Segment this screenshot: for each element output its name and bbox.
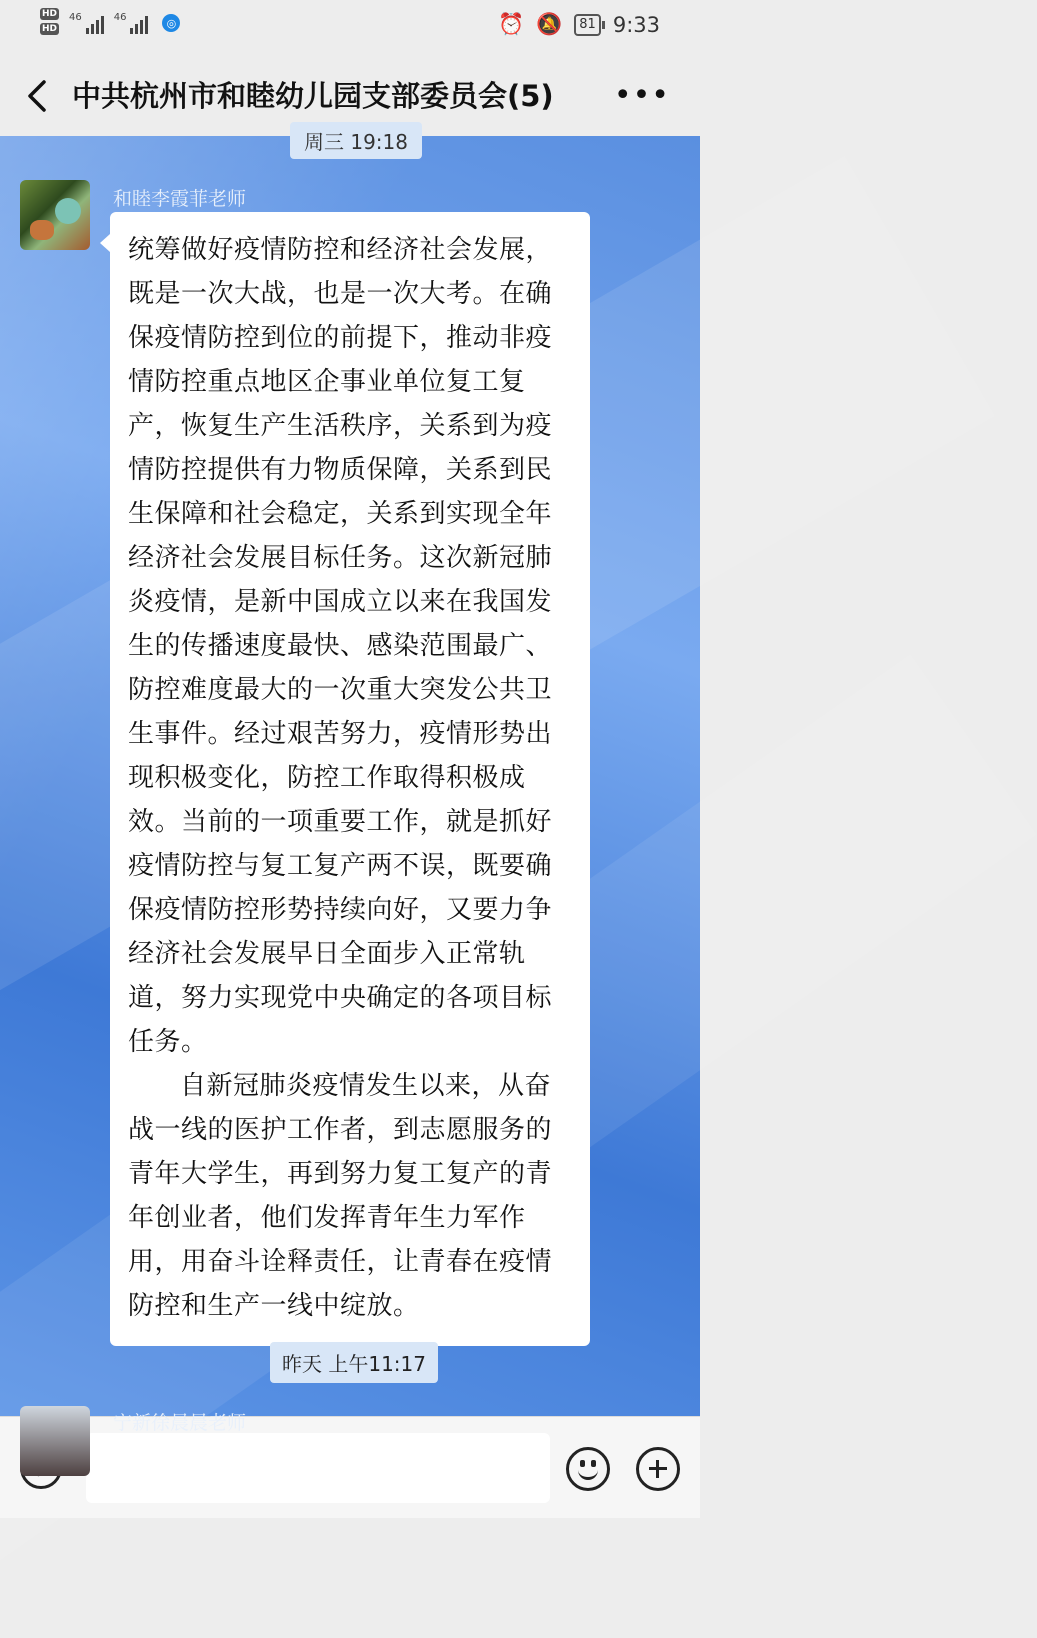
hd-badge-2: HD [42, 24, 58, 34]
battery-icon: 81 [574, 14, 601, 36]
more-options-icon[interactable]: ••• [613, 78, 670, 113]
sender-name-2: 宁新徐晨晨老师 [113, 1412, 247, 1434]
timestamp-mid: 昨天 上午11:17 [270, 1342, 438, 1383]
message-bubble[interactable] [110, 212, 590, 1346]
sender-name: 和睦李霞菲老师 [113, 188, 247, 210]
status-left [40, 8, 180, 38]
message-paragraph-1: 统筹做好疫情防控和经济社会发展，既是一次大战，也是一次大考。在确保疫情防控到位的前提下，推动非疫情防控重点地区企事业单位复工复产，恢复生产生活秩序，关系到为疫情防控提供有力物质保障，关系到民生保障和社会稳定，关系到实现全年经济社会发展目标任务。这次新冠肺炎疫情，是新中国成立以来在我国发生的传播速度最快、感染范围最广、防控难度最大的一次重大突发公共卫生事件。经过艰苦努力，疫情形势出现积极变化，防控工作取得积极成效。当前的一项重要工作，就是抓好疫情防控与复工复产两不误，既要确保疫情防控形势持续向好，又要力争经济社会发展早日全面步入正常轨道，努力实现党中央确定的各项目标任务。 [128, 235, 553, 1057]
mute-icon: 🔕 [536, 12, 563, 36]
signal-icon-1 [69, 12, 104, 34]
chat-title[interactable]: 中共杭州市和睦幼儿园支部委员会(5) [72, 79, 554, 113]
alarm-icon: ⏰ [497, 12, 525, 36]
chevron-left-icon[interactable] [22, 76, 52, 116]
message-paragraph-2: 自新冠肺炎疫情发生以来，从奋战一线的医护工作者，到志愿服务的青年大学生，再到努力复工复产的青年创业者，他们发挥青年生力军作用，用奋斗诠释责任，让青春在疫情防控和生产一线中绽放。 [128, 1071, 553, 1321]
emoji-icon[interactable] [566, 1447, 610, 1491]
avatar[interactable] [20, 180, 90, 250]
message-input[interactable] [86, 1433, 550, 1503]
signal-label-1: 46 [69, 12, 82, 23]
chat-area[interactable] [0, 130, 700, 1434]
clock: 9:33 [612, 12, 660, 37]
hd-badge-1: HD [42, 9, 58, 19]
signal-icon-2 [114, 12, 149, 34]
signal-label-2: 46 [113, 12, 127, 23]
plus-icon[interactable] [636, 1447, 680, 1491]
app-notification-icon: ◎ [162, 14, 180, 32]
timestamp-top: 周三 19:18 [290, 122, 422, 159]
status-right [498, 12, 660, 37]
status-bar [0, 0, 700, 54]
avatar-2[interactable] [20, 1406, 90, 1476]
input-bar [0, 1416, 700, 1518]
hd-indicators [40, 8, 59, 38]
